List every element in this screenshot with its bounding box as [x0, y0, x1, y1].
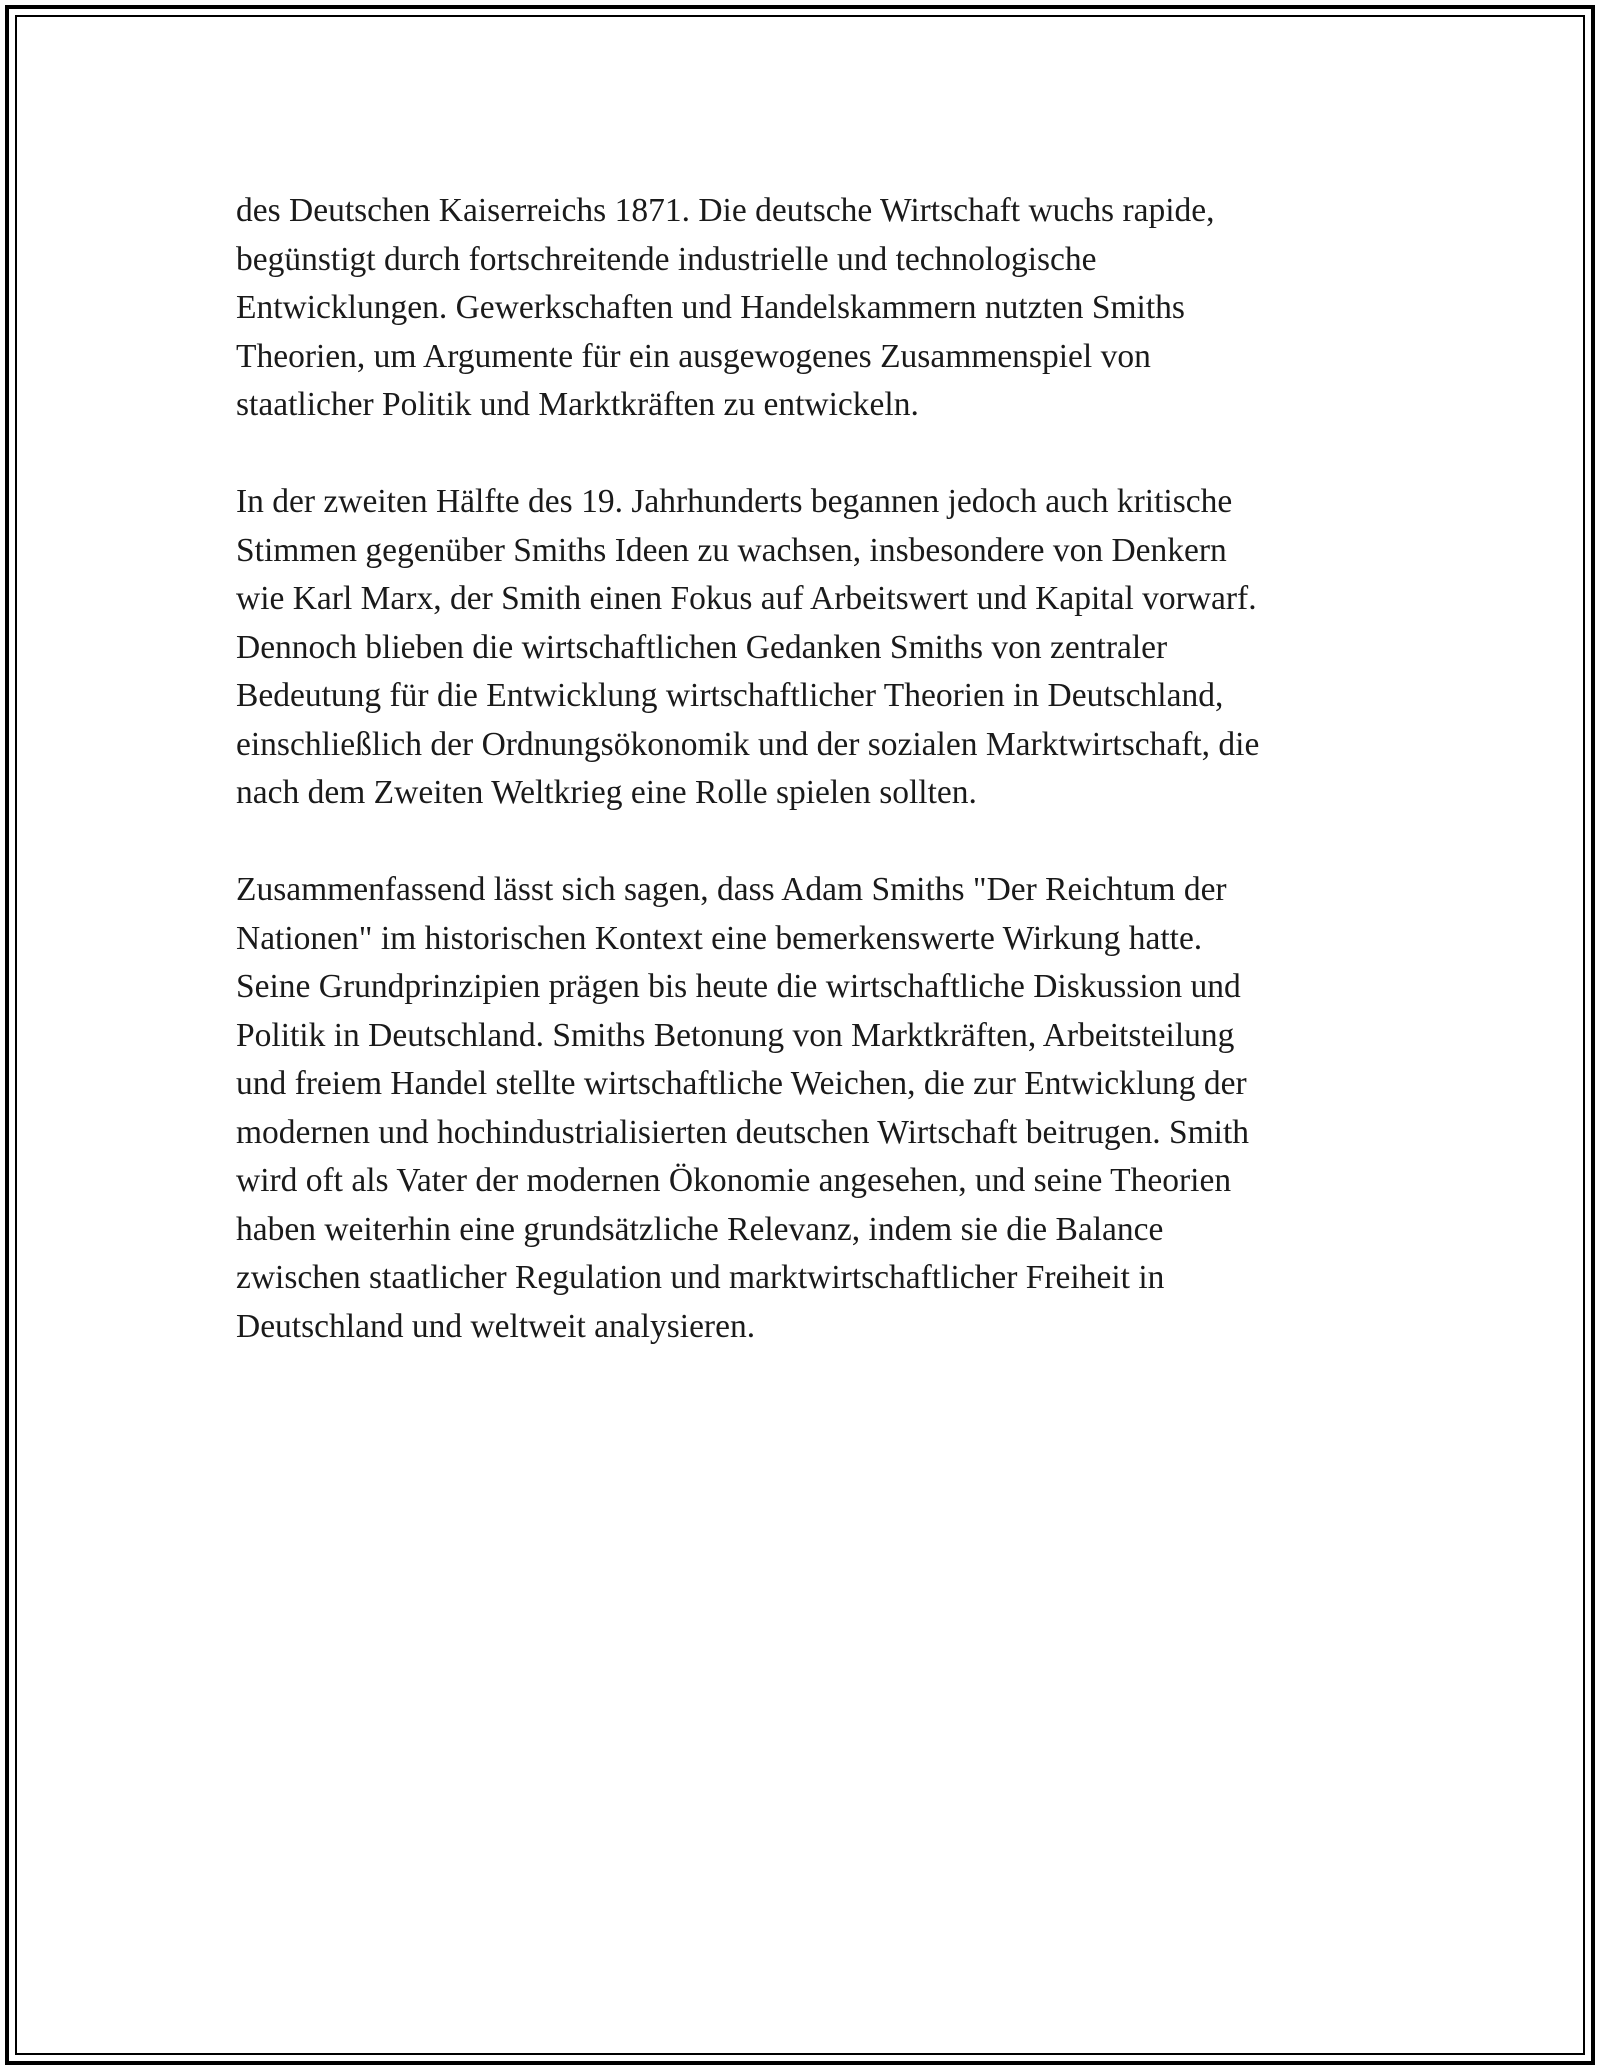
text-line: Entwicklungen. Gewerkschaften und Handelskammern nutzten Smiths [236, 289, 1185, 326]
text-line: und freiem Handel stellte wirtschaftliche Weichen, die zur Entwicklung der [236, 1065, 1247, 1102]
text-line: Dennoch blieben die wirtschaftlichen Gedanken Smiths von zentraler [236, 628, 1168, 666]
text-line: zwischen staatlicher Regulation und marktwirtschaftlicher Freiheit in [236, 1259, 1165, 1296]
text-line: Zusammenfassend lässt sich sagen, dass Adam Smiths "Der Reichtum der [236, 871, 1227, 908]
text-line: haben weiterhin eine grundsätzliche Relevanz, indem sie die Balance [236, 1210, 1164, 1248]
text-line: Bedeutung für die Entwicklung wirtschaftlicher Theorien in Deutschland, [236, 677, 1224, 714]
text-line: staatlicher Politik und Marktkräften zu entwickeln. [236, 386, 919, 423]
text-line: wird oft als Vater der modernen Ökonomie angesehen, und seine Theorien [236, 1162, 1232, 1199]
text-line: wie Karl Marx, der Smith einen Fokus auf Arbeitswert und Kapital vorwarf. [236, 580, 1257, 617]
text-line: einschließlich der Ordnungsökonomik und der sozialen Marktwirtschaft, die [236, 725, 1260, 763]
text-line: In der zweiten Hälfte des 19. Jahrhunderts begannen jedoch auch kritische [236, 483, 1233, 520]
text-line: begünstigt durch fortschreitende industrielle und technologische [236, 240, 1097, 278]
text-line: Theorien, um Argumente für ein ausgewogenes Zusammenspiel von [236, 337, 1151, 375]
paragraph-3 [236, 866, 1366, 1351]
text-line: nach dem Zweiten Weltkrieg eine Rolle spielen sollten. [236, 774, 977, 811]
text-line: des Deutschen Kaiserreichs 1871. Die deutsche Wirtschaft wuchs rapide, [236, 192, 1215, 229]
text-line: Seine Grundprinzipien prägen bis heute die wirtschaftliche Diskussion und [236, 968, 1241, 1005]
paragraph-2 [236, 478, 1366, 818]
document-body [236, 187, 1366, 1400]
text-line: Stimmen gegenüber Smiths Ideen zu wachsen, insbesondere von Denkern [236, 531, 1227, 569]
paragraph-1 [236, 187, 1366, 430]
text-line: Deutschland und weltweit analysieren. [236, 1307, 756, 1345]
text-line: Nationen" im historischen Kontext eine bemerkenswerte Wirkung hatte. [236, 919, 1203, 957]
text-line: Politik in Deutschland. Smiths Betonung von Marktkräften, Arbeitsteilung [236, 1016, 1235, 1054]
text-line: modernen und hochindustrialisierten deutschen Wirtschaft beitrugen. Smith [236, 1113, 1250, 1151]
